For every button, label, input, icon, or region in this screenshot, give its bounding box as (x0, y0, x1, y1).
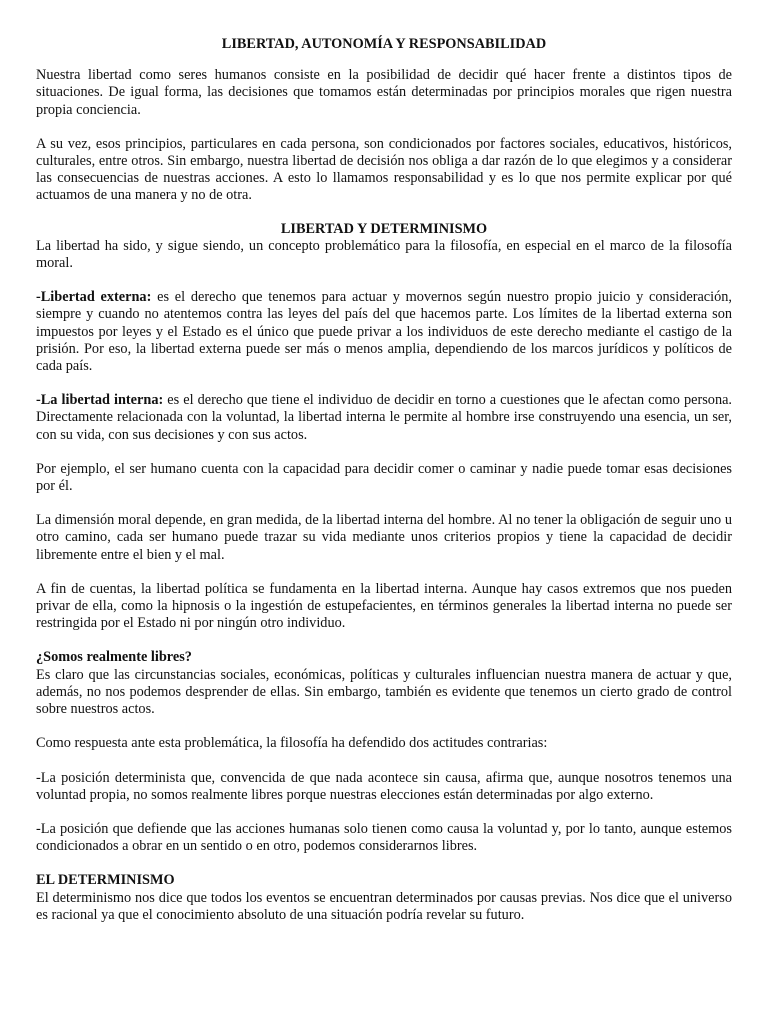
intro-paragraph-2: A su vez, esos principios, particulares en cada persona, son condicionados por factores sociales, educativos, históricos, culturales, entre otros. Sin embargo, nuestra libertad de decisión nos obliga a dar razón de lo que elegimos y a considerar las consecuencias de nuestras acciones. A esto lo llamamos responsabilidad y es lo que nos permite explicar por qué actuamos de una manera y no de otra. (36, 135, 732, 204)
paragraph-ejemplo: Por ejemplo, el ser humano cuenta con la capacidad para decidir comer o caminar y nadie puede tomar esas decisiones por él. (36, 460, 732, 495)
intro-paragraph-1: Nuestra libertad como seres humanos consiste en la posibilidad de decidir qué hacer frente a distintos tipos de situaciones. De igual forma, las decisiones que tomamos están determinadas por principios morales que rigen nuestra propia conciencia. (36, 67, 732, 118)
paragraph-circunstancias: Es claro que las circunstancias sociales, económicas, políticas y culturales influencian nuestra manera de actuar y que, además, no nos podemos desprender de ellas. Sin embargo, también es evidente que tenemos un cierto grado de control sobre nuestros actos. (36, 666, 732, 718)
libertad-interna-text: es el derecho que tiene el individuo de decidir en torno a cuestiones que le afectan como persona. Directamente relacionada con la voluntad, la libertad interna le permite al hombre irse construyendo una esencia, un ser, con su vida, con sus decisiones y con sus actos. (36, 392, 733, 443)
libertad-interna-label: -La libertad interna: (36, 392, 164, 409)
paragraph-libertad-politica: A fin de cuentas, la libertad política se fundamenta en la libertad interna. Aunque hay casos extremos que nos pueden privar de ella, como la hipnosis o la ingestión de estupefacientes, en términos generales la libertad interna no puede ser restringida por el Estado ni por ningún otro individuo. (36, 580, 732, 632)
section-heading-somos-libres: ¿Somos realmente libres? (36, 649, 192, 666)
libertad-externa-label: -Libertad externa: (36, 289, 152, 306)
paragraph-dimension-moral: La dimensión moral depende, en gran medida, de la libertad interna del hombre. Al no tener la obligación de seguir uno u otro camino, cada ser humano puede trazar su vida mediante unos criterios propios y tiene la capacidad de decidir libremente entre el bien y el mal. (36, 512, 732, 563)
paragraph-concepto: La libertad ha sido, y sigue siendo, un concepto problemático para la filosofía, en especial en el marco de la filosofía moral. (36, 237, 732, 272)
section-heading-determinismo: EL DETERMINISMO (36, 872, 175, 889)
paragraph-libertad-interna (36, 392, 732, 444)
paragraph-posicion-determinista: -La posición determinista que, convencida de que nada acontece sin causa, afirma que, aunque nosotros tenemos una voluntad propia, no somos realmente libres porque nuestras elecciones están determinadas por algo externo. (36, 769, 732, 803)
paragraph-posicion-voluntad: -La posición que defiende que las acciones humanas solo tienen como causa la voluntad y, por lo tanto, aunque estemos condicionados a obrar en un sentido o en otro, podemos considerarnos libres. (36, 820, 732, 855)
libertad-externa-text: es el derecho que tenemos para actuar y movernos según nuestro propio juicio y consideración, siempre y cuando no atentemos contra las leyes del país del que hacemos parte. Los límites de la libertad externa son impuestos por leyes y el Estado es el único que puede privar a los individuos de este derecho mediante el castigo de la prisión. Por eso, la libertad externa puede ser más o menos amplia, dependiendo de los marcos jurídicos y políticos de cada país. (36, 289, 732, 375)
paragraph-determinismo: El determinismo nos dice que todos los eventos se encuentran determinados por causas previas. Nos dice que el universo es racional ya que el conocimiento absoluto de una situación podría revelar su futuro. (36, 889, 732, 923)
paragraph-respuesta: Como respuesta ante esta problemática, la filosofía ha defendido dos actitudes contrarias: (36, 735, 548, 752)
document-title: LIBERTAD, AUTONOMÍA Y RESPONSABILIDAD (221, 36, 547, 52)
paragraph-libertad-externa (36, 289, 732, 375)
section-heading-libertad-determinismo: LIBERTAD Y DETERMINISMO (280, 220, 488, 237)
